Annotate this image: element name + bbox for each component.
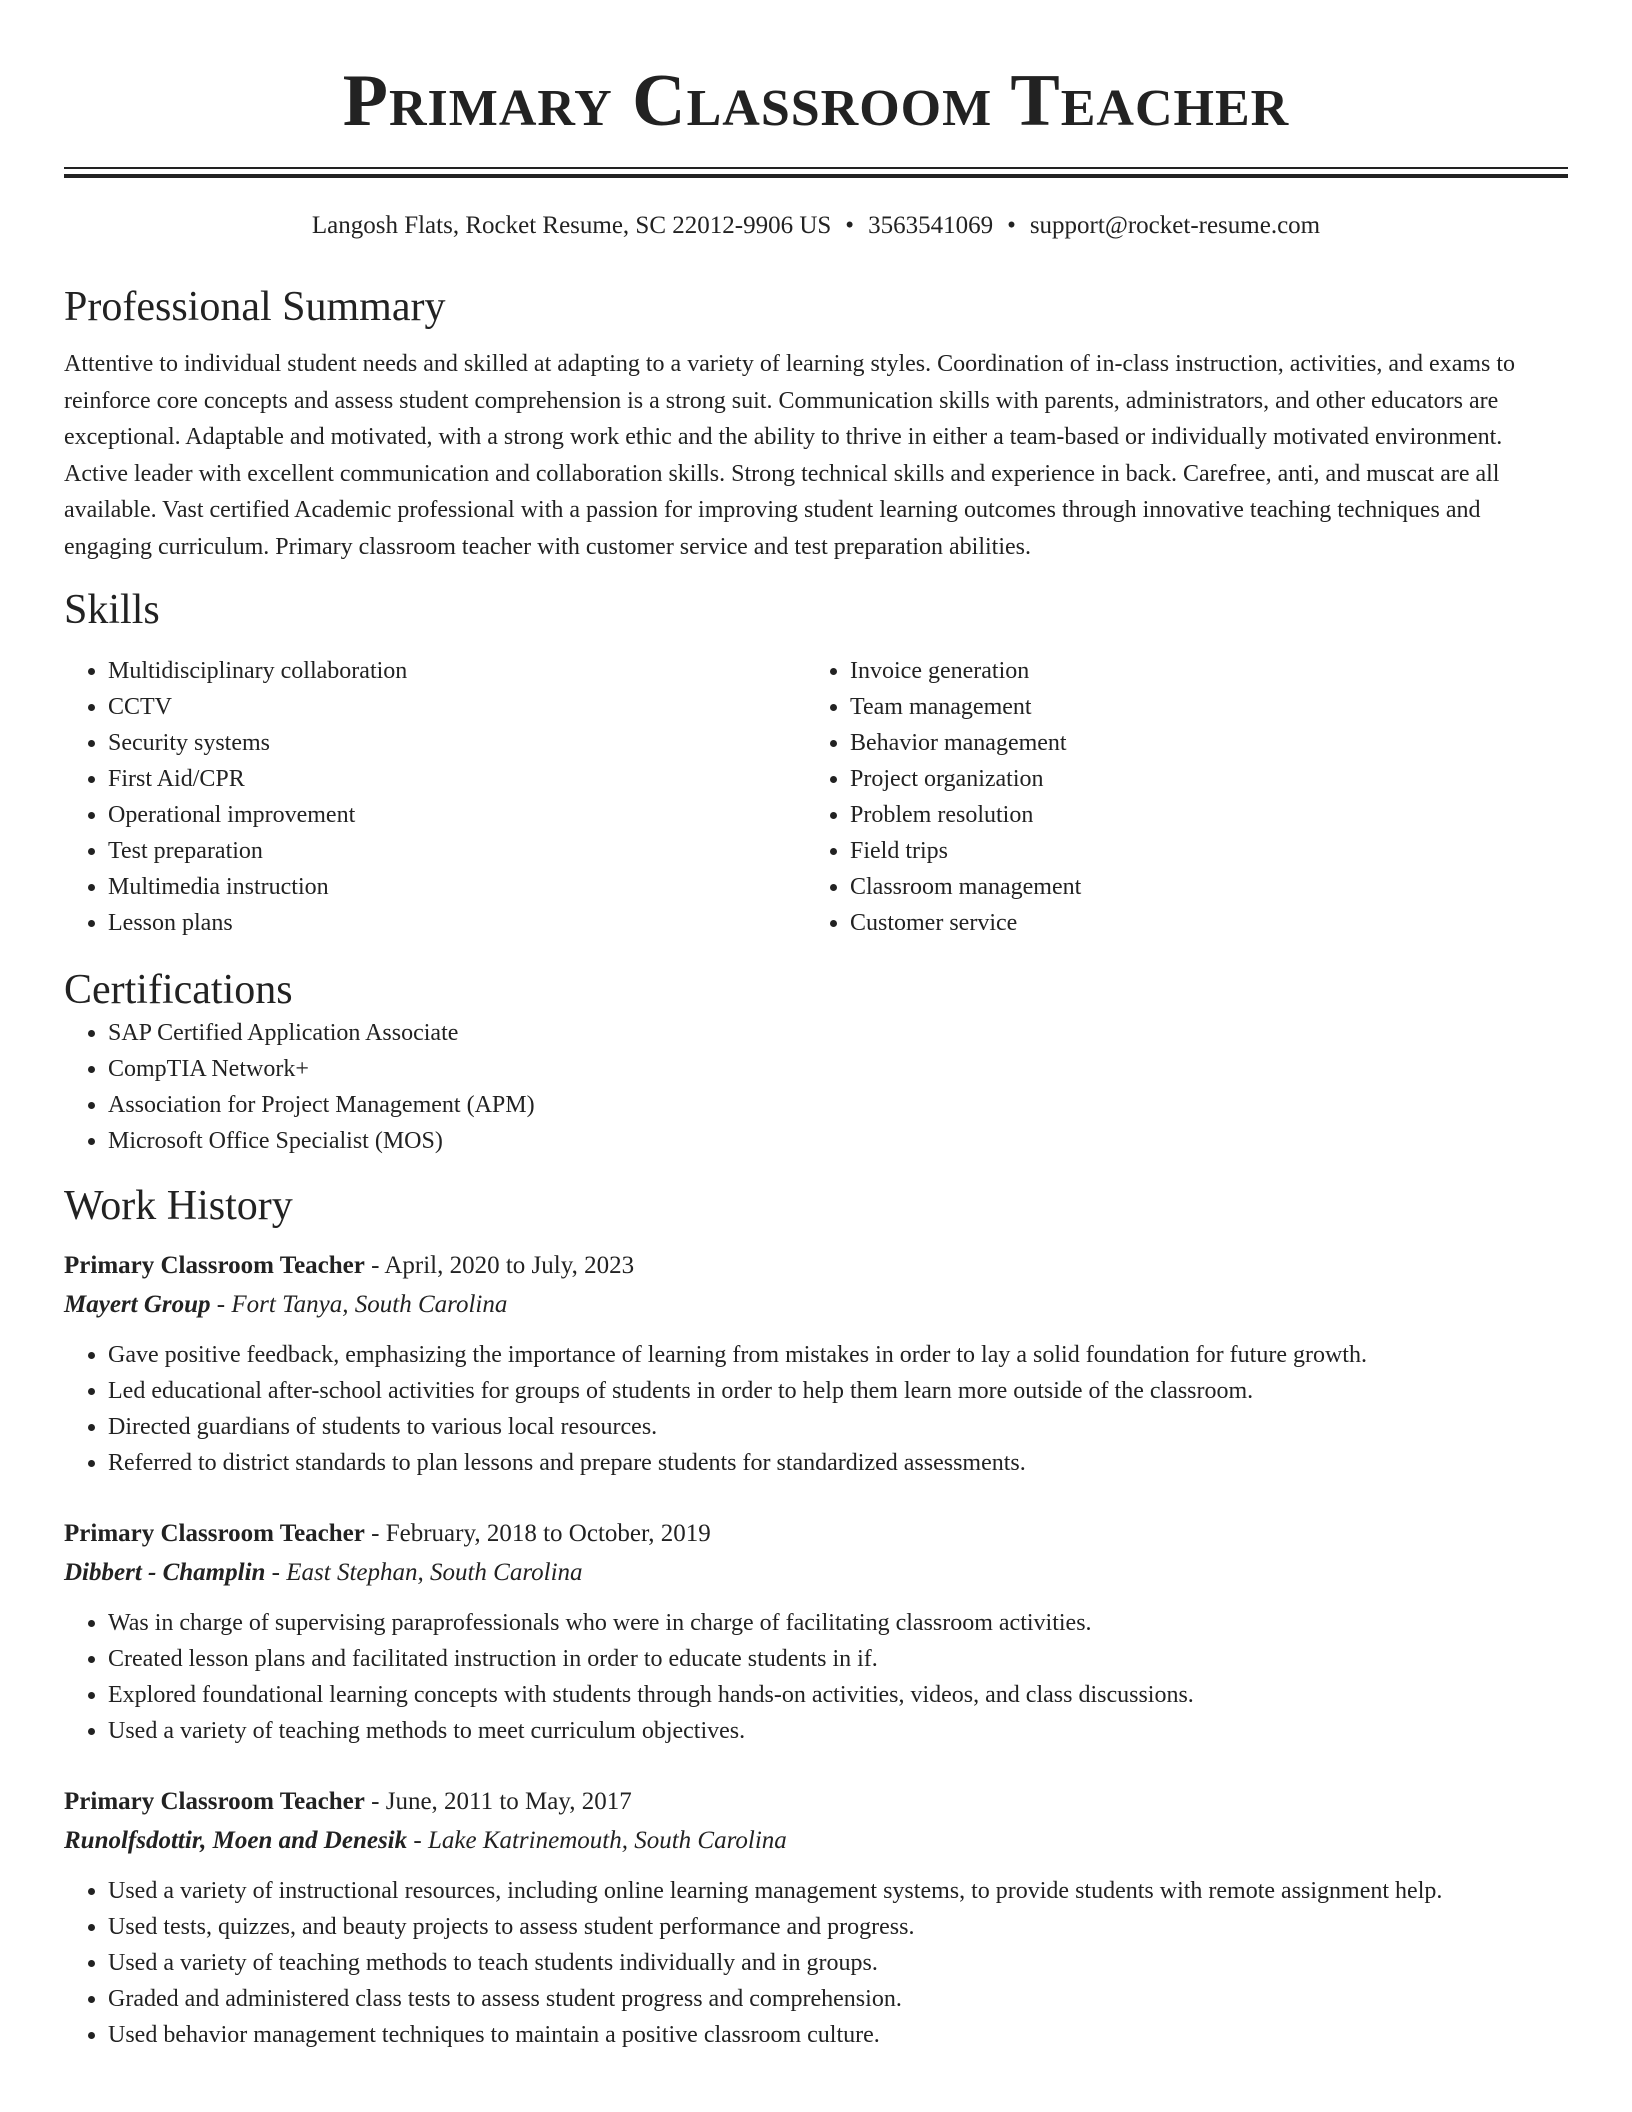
skill-item: • Behavior management — [850, 725, 1548, 761]
resume-title: Primary Classroom Teacher — [342, 60, 1290, 142]
skills-column-right — [806, 653, 1548, 941]
job-company: Runolfsdottir, Moen and Denesik — [64, 1827, 408, 1854]
skill-item: • First Aid/CPR — [108, 761, 806, 797]
job-dash: - — [265, 1559, 287, 1586]
job-duty-item: • Used a variety of teaching methods to teach students individually and in groups. — [108, 1945, 1568, 1981]
job-dates: February, 2018 to October, 2019 — [385, 1520, 711, 1547]
job-title-line — [64, 1783, 1568, 1821]
contact-phone: 3563541069 — [868, 212, 994, 239]
job-duties-list — [64, 1605, 1568, 1749]
job-dash: - — [364, 1788, 386, 1815]
job-title-line — [64, 1515, 1568, 1553]
contact-line — [64, 210, 1568, 242]
job-dash: - — [407, 1827, 428, 1854]
job-duty-item: • Created lesson plans and facilitated instruction in order to educate students in if. — [108, 1641, 1568, 1677]
job-duties-list — [64, 1873, 1568, 2053]
header-divider-thick — [64, 174, 1568, 178]
summary-text: Attentive to individual student needs and skilled at adapting to a variety of learning styles. Coordination of in-class instruction, activities, and exams to reinforce core concepts and assess student comprehension is a strong suit. Communication skills with parents, administrators, and other educators are exceptional. Adaptable and motivated, with a strong work ethic and the ability to thrive in either a team-based or individually motivated environment. Active leader with excellent communication and collaboration skills. Strong technical skills and experience in back. Carefree, anti, and muscat are all available. Vast certified Academic professional with a passion for improving student learning outcomes through innovative teaching techniques and engaging curriculum. Primary classroom teacher with customer service and test preparation abilities. — [64, 351, 1516, 560]
job-duty-item: • Was in charge of supervising paraprofessionals who were in charge of facilitating classroom activities. — [108, 1605, 1568, 1641]
job-title: Primary Classroom Teacher — [64, 1252, 365, 1279]
skills-list-right — [806, 653, 1548, 941]
contact-email: support@rocket-resume.com — [1029, 212, 1321, 239]
job-dates: June, 2011 to May, 2017 — [385, 1788, 632, 1815]
skill-item: • Test preparation — [108, 833, 806, 869]
job-company: Dibbert - Champlin — [64, 1559, 266, 1586]
header-divider-thin — [64, 167, 1568, 169]
job-duty-item: • Led educational after-school activities for groups of students in order to help them learn more outside of the classroom. — [108, 1373, 1568, 1409]
certifications-heading: Certifications — [64, 967, 293, 1013]
job-duty-item: • Graded and administered class tests to assess student progress and comprehension. — [108, 1981, 1568, 2017]
certification-item: • Microsoft Office Specialist (MOS) — [108, 1123, 1568, 1159]
job-entry — [64, 1247, 1568, 1481]
job-location: East Stephan, South Carolina — [286, 1559, 583, 1586]
skills-heading: Skills — [64, 587, 160, 633]
skill-item: • Security systems — [108, 725, 806, 761]
job-company-line — [64, 1285, 1568, 1325]
work-history-list — [64, 1247, 1568, 2053]
skills-grid — [64, 653, 1568, 941]
job-title: Primary Classroom Teacher — [64, 1788, 365, 1815]
certification-item: • Association for Project Management (APM) — [108, 1087, 1568, 1123]
job-entry — [64, 1783, 1568, 2053]
job-duty-item: • Explored foundational learning concepts with students through hands-on activities, videos, and class discussions. — [108, 1677, 1568, 1713]
skills-list-left — [64, 653, 806, 941]
skill-item: • Multidisciplinary collaboration — [108, 653, 806, 689]
job-dash: - — [364, 1520, 386, 1547]
contact-address: Langosh Flats, Rocket Resume, SC 22012-9906 US — [311, 212, 832, 239]
contact-separator: • — [845, 212, 855, 239]
skills-column-left — [64, 653, 806, 941]
job-duty-item: • Directed guardians of students to various local resources. — [108, 1409, 1568, 1445]
skill-item: • Customer service — [850, 905, 1548, 941]
certifications-list — [64, 1015, 1568, 1159]
skill-item: • Field trips — [850, 833, 1548, 869]
job-dates: April, 2020 to July, 2023 — [384, 1252, 635, 1279]
resume-page — [64, 0, 1568, 2053]
job-location: Lake Katrinemouth, South Carolina — [427, 1827, 787, 1854]
job-entry — [64, 1515, 1568, 1749]
job-location: Fort Tanya, South Carolina — [231, 1291, 508, 1318]
job-duty-item: • Used behavior management techniques to maintain a positive classroom culture. — [108, 2017, 1568, 2053]
skill-item: • Project organization — [850, 761, 1548, 797]
certification-item: • CompTIA Network+ — [108, 1051, 1568, 1087]
certification-item: • SAP Certified Application Associate — [108, 1015, 1568, 1051]
job-title: Primary Classroom Teacher — [64, 1520, 365, 1547]
job-company-line — [64, 1821, 1568, 1861]
skill-item: • Classroom management — [850, 869, 1548, 905]
job-company: Mayert Group — [64, 1291, 211, 1318]
summary-heading: Professional Summary — [64, 284, 446, 330]
skill-item: • Problem resolution — [850, 797, 1548, 833]
skill-item: • Team management — [850, 689, 1548, 725]
skill-item: • CCTV — [108, 689, 806, 725]
skill-item: • Invoice generation — [850, 653, 1548, 689]
job-duty-item: • Referred to district standards to plan lessons and prepare students for standardized assessments. — [108, 1445, 1568, 1481]
job-duty-item: • Gave positive feedback, emphasizing the importance of learning from mistakes in order to lay a solid foundation for future growth. — [108, 1337, 1568, 1373]
skill-item: • Lesson plans — [108, 905, 806, 941]
job-company-line — [64, 1553, 1568, 1593]
job-duty-item: • Used a variety of teaching methods to meet curriculum objectives. — [108, 1713, 1568, 1749]
job-title-line — [64, 1247, 1568, 1285]
job-dash: - — [210, 1291, 232, 1318]
job-duties-list — [64, 1337, 1568, 1481]
skill-item: • Operational improvement — [108, 797, 806, 833]
skill-item: • Multimedia instruction — [108, 869, 806, 905]
job-duty-item: • Used a variety of instructional resources, including online learning management systems, to provide students with remote assignment help. — [108, 1873, 1568, 1909]
contact-separator: • — [1007, 212, 1016, 239]
job-dash: - — [364, 1252, 385, 1279]
work-history-heading: Work History — [64, 1183, 293, 1229]
job-duty-item: • Used tests, quizzes, and beauty projects to assess student performance and progress. — [108, 1909, 1568, 1945]
